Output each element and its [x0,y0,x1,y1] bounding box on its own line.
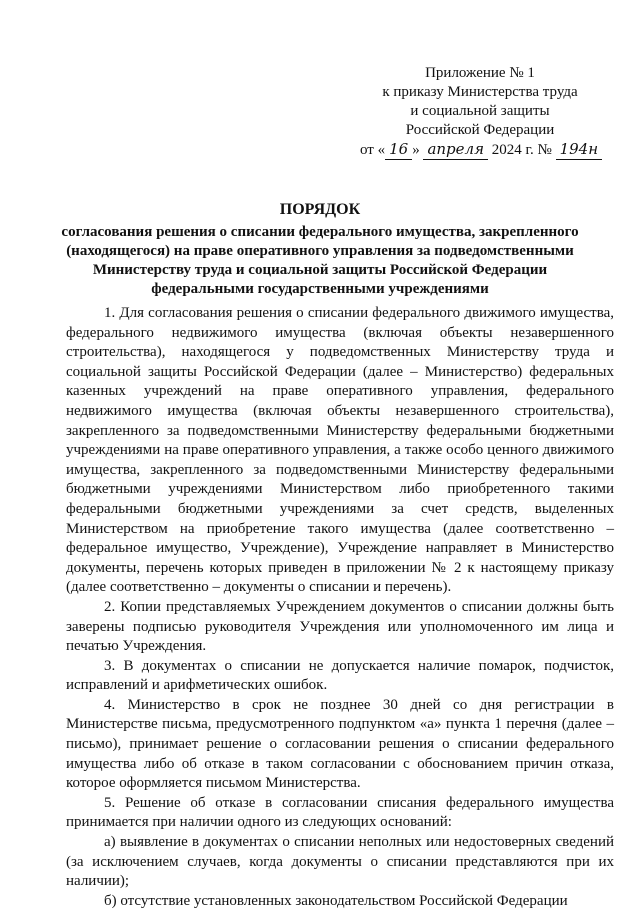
date-year: 2024 г. № [491,142,552,158]
appendix-order-ref: к приказу Министерства труда [382,84,578,100]
title-line-1: согласования решения о списании федерального имущества, закрепленного [61,224,579,240]
date-month: апреля [423,140,488,160]
title-line-3: Министерству труда и социальной защиты Российской Федерации [92,262,548,278]
paragraph-5b: б) отсутствие установленных законодательством Российской Федерации [104,892,568,909]
document-title [60,200,580,299]
paragraph-4: 4. Министерство в срок не позднее 30 дней со дня регистрации в Министерстве письма, предусмотренного подпунктом «а» пункта 1 перечня (далее – письмо), принимает решение о согласовании решения о списании федерального имущества либо об отказе в таком согласовании с обоснованием причин отказа, которое оформляется письмом Министерства. [66,696,614,792]
paragraph-2: 2. Копии представляемых Учреждением документов о списании должны быть заверены подписью руководителя Учреждения или уполномоченного им лица и печатью Учреждения. [66,598,614,655]
paragraph-1: 1. Для согласования решения о списании федерального движимого имущества, федерального недвижимого имущества (включая объекты незавершенного строительства), находящегося у подведомственных Министерству труда и социальной защиты Российской Федерации (далее – Министерство) федеральных казенных учреждений на праве оперативного управления, федерального недвижимого имущества (включая объекты незавершенного строительства), закрепленного за подведомственными Министерству федеральными бюджетными учреждениями на праве оперативного управления, а также особо ценного движимого имущества, закрепленного за подведомственными Министерству федеральными бюджетными учреждениями Министерством либо приобретенного такими федеральными бюджетными учреждениями за счет средств, выделенных Министерством на приобретение такого имущества (далее соответственно – федеральное имущество, Учреждение), Учреждение направляет в Министерство документы, перечень которых приведен в приложении № 2 к настоящему приказу (далее соответственно – документы о списании и перечень). [66,305,614,596]
appendix-number: Приложение № 1 [425,65,535,81]
title-main: ПОРЯДОК [279,201,361,218]
order-date-line [360,140,600,160]
title-line-4: федеральными государственными учреждениями [151,281,489,297]
appendix-order-ref-2: и социальной защиты [410,103,550,119]
date-day: 16 [385,140,412,160]
appendix-header [360,64,600,160]
paragraph-5: 5. Решение об отказе в согласовании списания федерального имущества принимается при наличии одного из следующих оснований: [66,794,614,831]
title-line-2: (находящегося) на праве оперативного управления за подведомственными [66,243,574,259]
paragraph-3: 3. В документах о списании не допускается наличие помарок, подчисток, исправлений и арифметических ошибок. [66,657,614,694]
order-number: 194н [556,140,603,160]
appendix-order-ref-3: Российской Федерации [405,122,555,138]
date-mid: » [412,142,420,158]
paragraph-5a: а) выявление в документах о списании неполных или недостоверных сведений (за исключением случаев, когда документы о списании представляются при их наличии); [66,834,614,890]
document-body [66,304,614,911]
date-prefix: от « [360,142,386,158]
